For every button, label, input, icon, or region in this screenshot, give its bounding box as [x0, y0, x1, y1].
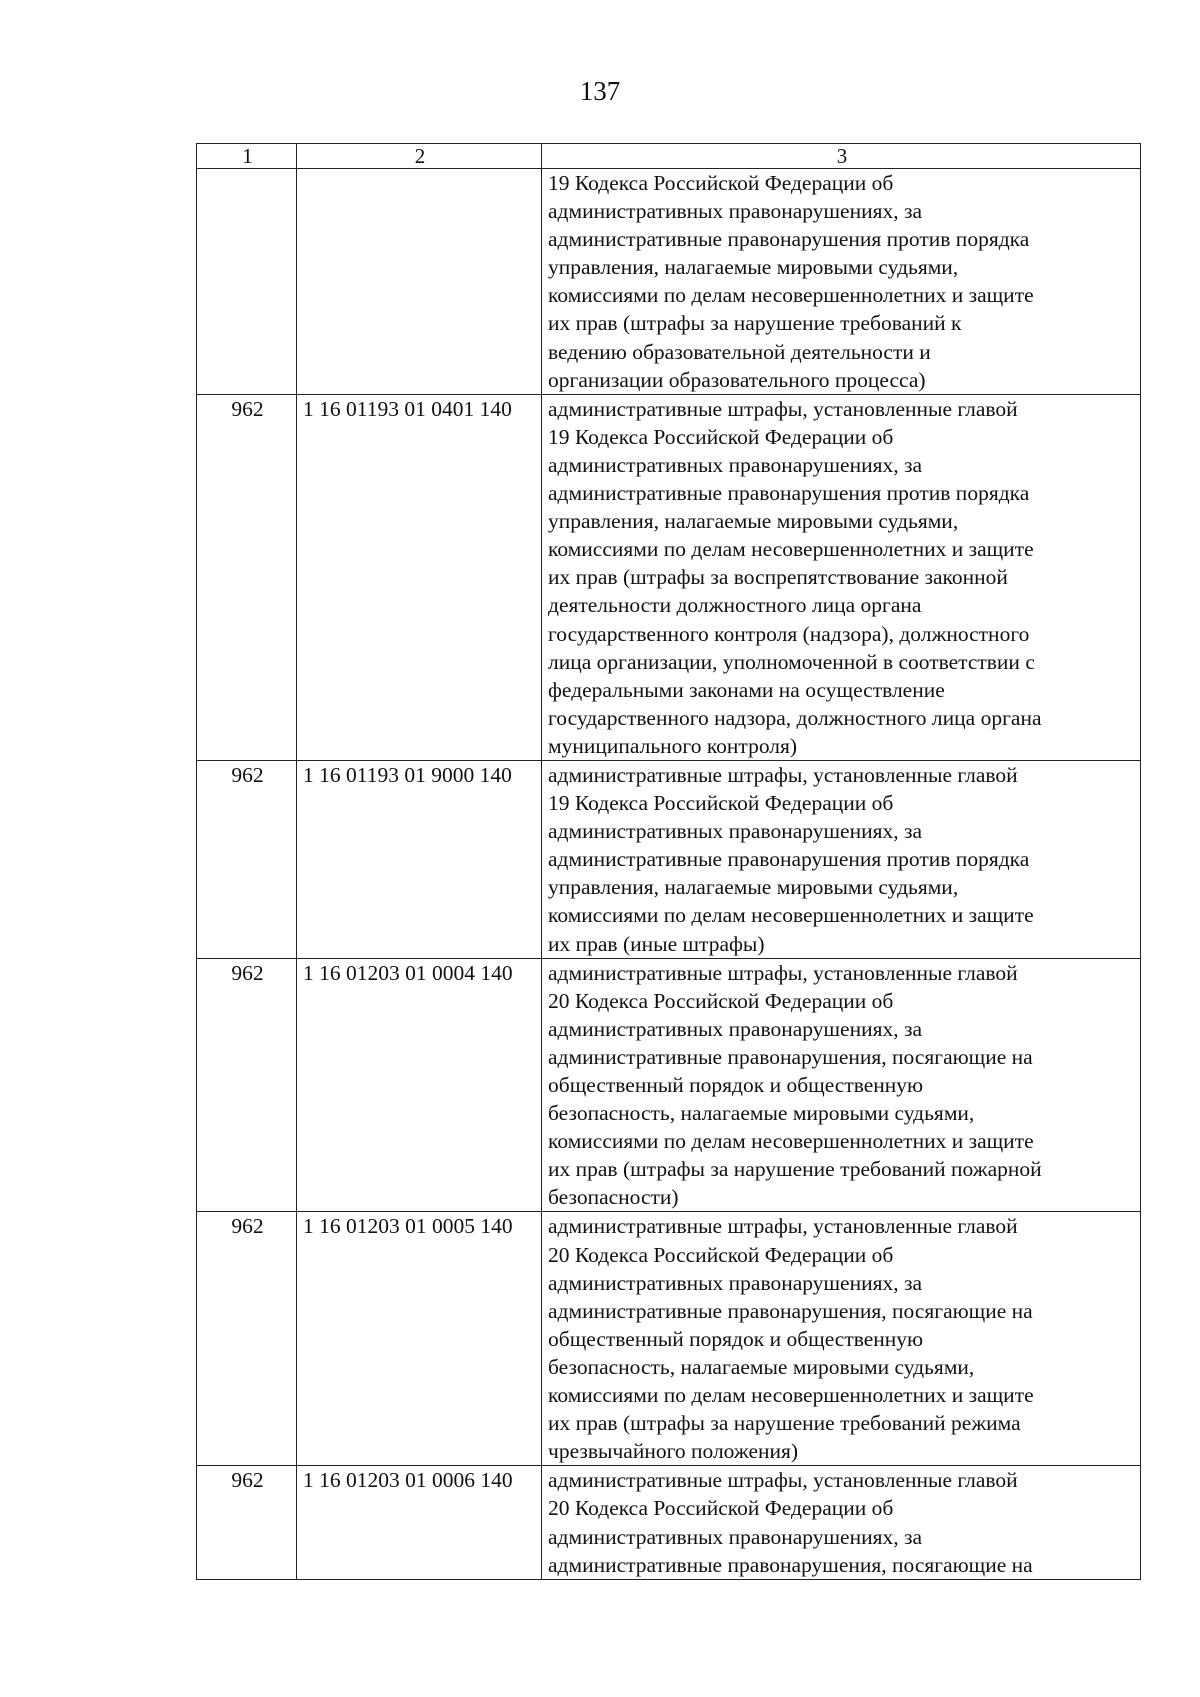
description-line: муниципального контроля): [548, 733, 798, 758]
description-line: 19 Кодекса Российской Федерации об: [548, 424, 894, 449]
description-line: административные штрафы, установленные главой: [548, 1468, 1018, 1493]
admin-code-cell: 962: [197, 394, 297, 760]
description-line: 19 Кодекса Российской Федерации об: [548, 791, 894, 816]
description-line: комиссиями по делам несовершеннолетних и защите: [548, 903, 1034, 928]
admin-code-cell: 962: [197, 958, 297, 1212]
description-line: лица организации, уполномоченной в соответствии с: [548, 649, 1035, 674]
description-line: их прав (иные штрафы): [548, 931, 765, 956]
description-line: чрезвычайного положения): [548, 1439, 799, 1464]
description-cell: [542, 394, 1141, 760]
description-line: административных правонарушениях, за: [548, 1270, 923, 1295]
description-line: административные правонарушения, посягающие на: [548, 1044, 1033, 1069]
description-line: административные штрафы, установленные главой: [548, 396, 1018, 421]
description-line: 19 Кодекса Российской Федерации об: [548, 171, 894, 195]
description-line: административные правонарушения, посягающие на: [548, 1298, 1033, 1323]
table-row: [197, 394, 1141, 760]
admin-code-cell: 962: [197, 760, 297, 958]
admin-code-cell: 962: [197, 1466, 297, 1579]
description-line: административных правонарушениях, за: [548, 1524, 923, 1549]
admin-code-cell: 962: [197, 1212, 297, 1466]
description-cell: [542, 169, 1141, 395]
description-line: административные правонарушения против порядка: [548, 481, 1030, 506]
description-line: федеральными законами на осуществление: [548, 677, 945, 702]
kbk-code-cell: 1 16 01203 01 0004 140: [297, 958, 542, 1212]
description-line: их прав (штрафы за нарушение требований режима: [548, 1411, 1021, 1436]
table-row: [197, 760, 1141, 958]
description-line: общественный порядок и общественную: [548, 1073, 924, 1097]
description-line: организации образовательного процесса): [548, 367, 926, 392]
table-header-row: [197, 144, 1141, 169]
description-line: 20 Кодекса Российской Федерации об: [548, 1496, 894, 1521]
header-cell-1: 1: [197, 144, 297, 169]
description-line: административных правонарушениях, за: [548, 199, 923, 224]
codes-table: [196, 143, 1141, 1580]
description-line: безопасность, налагаемые мировыми судьями,: [548, 1101, 975, 1126]
description-line: их прав (штрафы за нарушение требований пожарной: [548, 1157, 1042, 1182]
admin-code-cell: [197, 169, 297, 395]
description-line: административных правонарушениях, за: [548, 819, 923, 844]
description-cell: [542, 1212, 1141, 1466]
kbk-code-cell: 1 16 01193 01 9000 140: [297, 760, 542, 958]
description-line: комиссиями по делам несовершеннолетних и защите: [548, 1383, 1034, 1408]
description-line: комиссиями по делам несовершеннолетних и защите: [548, 537, 1034, 562]
page-number: 137: [579, 76, 621, 106]
description-line: комиссиями по делам несовершеннолетних и защите: [548, 283, 1034, 308]
description-line: государственного контроля (надзора), должностного: [548, 621, 1030, 646]
description-line: управления, налагаемые мировыми судьями,: [548, 509, 959, 534]
table-body: [197, 144, 1141, 1580]
description-line: комиссиями по делам несовершеннолетних и защите: [548, 1129, 1034, 1154]
description-line: управления, налагаемые мировыми судьями,: [548, 875, 959, 900]
description-line: управления, налагаемые мировыми судьями,: [548, 255, 959, 280]
description-line: 20 Кодекса Российской Федерации об: [548, 1242, 894, 1267]
table-row: [197, 169, 1141, 395]
description-line: общественный порядок и общественную: [548, 1326, 924, 1351]
kbk-code-cell: 1 16 01203 01 0005 140: [297, 1212, 542, 1466]
description-line: деятельности должностного лица органа: [548, 593, 922, 618]
kbk-code-cell: 1 16 01203 01 0006 140: [297, 1466, 542, 1579]
description-cell: [542, 1466, 1141, 1579]
header-cell-3: 3: [542, 144, 1141, 169]
description-line: административных правонарушениях, за: [548, 1016, 923, 1041]
description-line: административные правонарушения против порядка: [548, 227, 1030, 252]
table-row: [197, 958, 1141, 1212]
kbk-code-cell: 1 16 01193 01 0401 140: [297, 394, 542, 760]
description-line: их прав (штрафы за нарушение требований к: [548, 311, 962, 336]
description-cell: [542, 760, 1141, 958]
description-line: административные штрафы, установленные главой: [548, 762, 1018, 787]
table-row: [197, 1466, 1141, 1579]
description-line: государственного надзора, должностного лица органа: [548, 705, 1042, 730]
description-line: административные штрафы, установленные главой: [548, 960, 1018, 985]
description-line: ведению образовательной деятельности и: [548, 339, 931, 364]
description-line: их прав (штрафы за воспрепятствование законной: [548, 565, 1008, 590]
description-cell: [542, 958, 1141, 1212]
kbk-code-cell: [297, 169, 542, 395]
description-line: административные правонарушения против порядка: [548, 847, 1030, 872]
description-line: безопасности): [548, 1185, 679, 1210]
description-line: безопасность, налагаемые мировыми судьями,: [548, 1354, 975, 1379]
description-line: 20 Кодекса Российской Федерации об: [548, 988, 894, 1013]
description-line: административных правонарушениях, за: [548, 452, 923, 477]
table-row: [197, 1212, 1141, 1466]
description-line: административные правонарушения, посягающие на: [548, 1552, 1033, 1577]
description-line: административные штрафы, установленные главой: [548, 1214, 1018, 1239]
header-cell-2: 2: [297, 144, 542, 169]
